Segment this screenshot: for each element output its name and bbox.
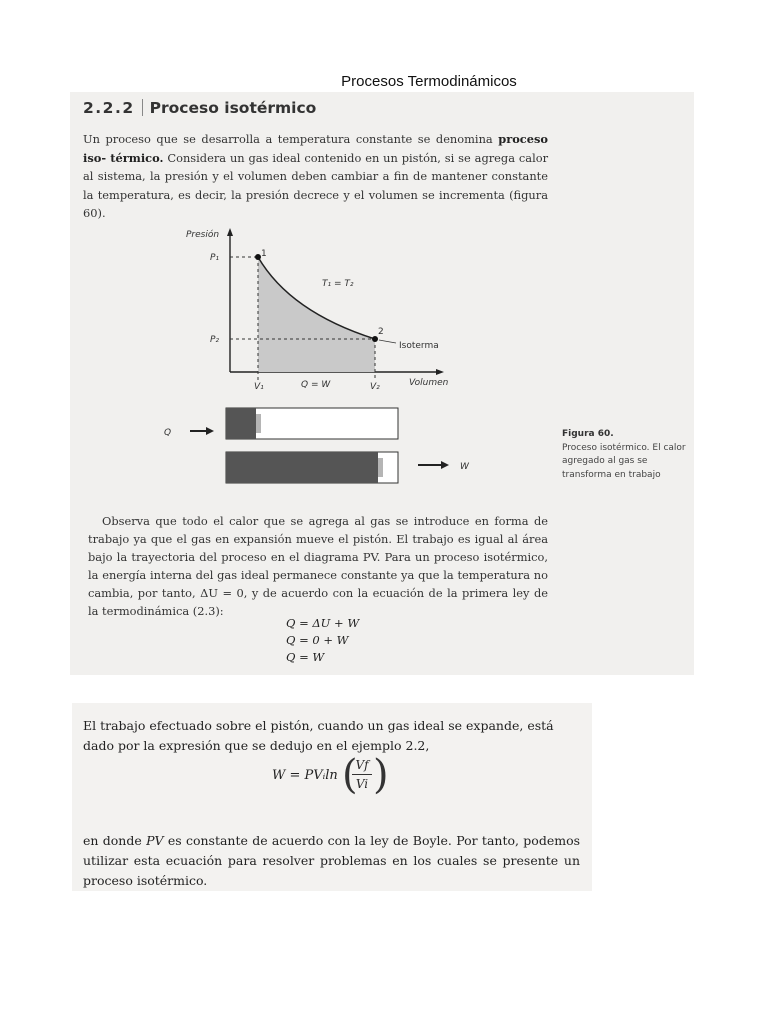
gas-final <box>226 452 378 483</box>
pv-diagram <box>164 222 470 492</box>
v1-label: V₁ <box>254 382 264 392</box>
work-paragraph: El trabajo efectuado sobre el pistón, cuando un gas ideal se expande, está dado por la expresión que se dedujo en el ejemplo 2.2, <box>83 718 554 753</box>
intro-text-start: Un proceso que se desarrolla a temperatura constante se denomina <box>83 132 499 146</box>
figure-caption <box>562 428 690 482</box>
gas-initial <box>226 408 256 439</box>
isotherm-leader <box>379 340 396 343</box>
point-2-label: 2 <box>378 327 384 337</box>
equation-line: Q = 0 + W <box>286 633 349 647</box>
pv-term: PV <box>146 833 164 848</box>
explanation-paragraph: Observa que todo el calor que se agrega al gas se introduce en forma de trabajo ya que el gas en expansión mueve el pistón. El trabajo es igual al área bajo la trayectoria del proceso en el diagrama PV. Para un proceso isotérmico, la energía interna del gas ideal permanece constante ya que la temperatura no cambia, por tanto, ΔU = 0, y de acuerdo con la ecuación de la primera ley de la termodinámica (2.3): <box>88 514 548 618</box>
boyle-text-start: en donde <box>83 833 147 848</box>
v2-label: V₂ <box>370 382 380 392</box>
page-header: Procesos Termodinámicos <box>341 73 517 90</box>
equation-line: Q = W <box>286 650 325 664</box>
section-title: Proceso isotérmico <box>149 99 317 117</box>
x-axis-label: Volumen <box>409 378 449 388</box>
boyle-paragraph <box>83 831 580 891</box>
q-arrow-label: Q <box>164 428 172 438</box>
piston-initial <box>256 414 261 433</box>
first-law-equations <box>286 615 359 666</box>
intro-bold-term: proceso iso- térmico. <box>83 132 548 165</box>
heat-arrow-head <box>206 427 214 435</box>
intro-paragraph <box>83 130 548 223</box>
y-axis-arrow <box>227 228 233 236</box>
work-arrow-head <box>441 461 449 469</box>
caption-title: Figura 60. <box>562 429 614 439</box>
fraction-bar <box>352 774 372 775</box>
p1-label: P₁ <box>210 253 220 263</box>
heading-divider <box>142 99 143 116</box>
section-number: 2.2.2 <box>83 99 135 117</box>
p2-label: P₂ <box>210 335 220 345</box>
boyle-text-end: es constante de acuerdo con la ley de Boyle. Por tanto, podemos utilizar esta ecuación para resolver problemas en los cuales se presente un proceso isotérmico. <box>83 833 581 888</box>
intro-text-end: Considera un gas ideal contenido en un pistón, si se agrega calor al sistema, la presión y el volumen deben cambiar a fin de mantener constante la temperatura, es decir, la presión decrece y el volumen se incrementa (figura 60). <box>83 150 549 220</box>
x-axis-arrow <box>436 369 444 375</box>
formula-fraction <box>352 758 372 791</box>
temperature-label: T₁ = T₂ <box>322 279 354 289</box>
formula-denominator: Vi <box>355 777 369 791</box>
formula-lhs: W = PVᵢln <box>272 768 338 783</box>
area-label: Q = W <box>301 380 331 390</box>
work-formula <box>272 752 389 802</box>
w-arrow-label: W <box>460 462 469 472</box>
caption-text: Proceso isotérmico. El calor agregado al gas se transforma en trabajo <box>562 442 686 480</box>
right-paren: ) <box>373 752 389 798</box>
point-1-label: 1 <box>261 249 267 259</box>
equation-line: Q = ΔU + W <box>286 616 360 630</box>
section-heading <box>83 99 316 117</box>
formula-numerator: Vf <box>355 758 369 772</box>
y-axis-label: Presión <box>186 230 220 240</box>
piston-final <box>378 458 383 477</box>
work-area <box>258 257 375 372</box>
left-paren: ( <box>342 752 358 798</box>
isotherm-label: Isoterma <box>399 341 439 351</box>
